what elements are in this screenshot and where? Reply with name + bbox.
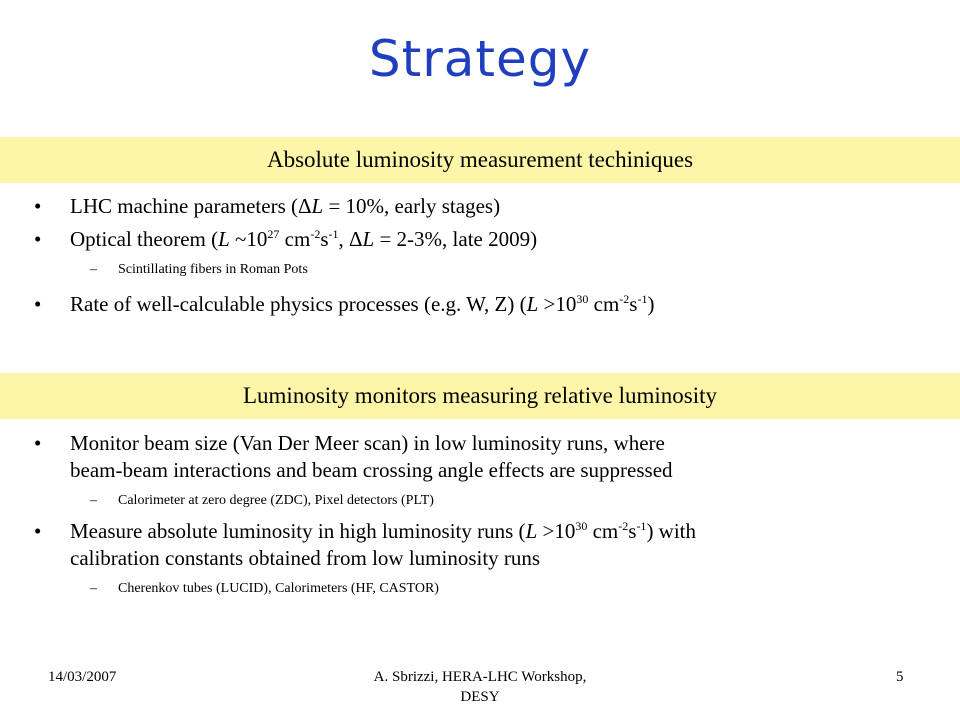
item-text: >10 <box>537 519 576 543</box>
section-heading-relative: Luminosity monitors measuring relative luminosity <box>0 373 960 419</box>
section-list-relative <box>28 430 928 600</box>
exponent: -2 <box>618 519 629 533</box>
slide-title: Strategy <box>368 30 592 88</box>
bullet-icon: • <box>34 194 42 218</box>
footer-author-line: A. Sbrizzi, HERA-LHC Workshop, <box>373 669 587 685</box>
footer-date: 14/03/2007 <box>48 669 117 685</box>
footer-author-line: DESY <box>460 689 500 705</box>
exponent: 27 <box>267 227 280 241</box>
list-item <box>28 193 928 220</box>
exponent: -2 <box>619 292 630 306</box>
item-text: s <box>629 292 638 316</box>
sub-item <box>28 259 928 281</box>
section-list-absolute <box>28 193 928 318</box>
symbol-L: L <box>362 227 375 251</box>
dash-icon: – <box>90 581 97 596</box>
item-text: s <box>320 227 329 251</box>
exponent: -2 <box>310 227 321 241</box>
bullet-icon: • <box>34 519 42 543</box>
item-text: Optical theorem ( <box>70 227 219 251</box>
item-text: LHC machine parameters ( <box>70 194 298 218</box>
exponent: -1 <box>636 519 647 533</box>
page-number: 5 <box>896 669 904 685</box>
list-item <box>28 291 928 318</box>
bullet-icon: • <box>34 431 42 455</box>
list-item <box>28 226 928 253</box>
item-text: calibration constants obtained from low luminosity runs <box>70 546 541 570</box>
item-text: Monitor beam size (Van Der Meer scan) in low luminosity runs, where <box>70 431 665 455</box>
item-text: s <box>628 519 637 543</box>
sub-item-text: Scintillating fibers in Roman Pots <box>118 262 308 277</box>
item-text: ~10 <box>229 227 268 251</box>
item-text: >10 <box>538 292 577 316</box>
footer-author <box>310 667 650 707</box>
sub-item <box>28 490 928 512</box>
symbol-L: L <box>218 227 230 251</box>
sub-item-text: Calorimeter at zero degree (ZDC), Pixel detectors (PLT) <box>118 493 434 508</box>
item-text: cm <box>279 227 311 251</box>
item-text: , <box>338 227 350 251</box>
symbol-L: L <box>525 519 538 543</box>
dash-icon: – <box>90 262 97 277</box>
section-heading-absolute: Absolute luminosity measurement techiniques <box>0 137 960 183</box>
item-text: Rate of well-calculable physics processes (e.g. W, Z) ( <box>70 292 527 316</box>
sub-item-text: Cherenkov tubes (LUCID), Calorimeters (HF, CASTOR) <box>118 581 439 596</box>
item-text: = 10%, early stages) <box>323 194 501 218</box>
exponent: 30 <box>576 292 589 306</box>
exponent: 30 <box>575 519 588 533</box>
item-text: ) with <box>646 519 697 543</box>
list-item <box>28 518 928 572</box>
exponent: -1 <box>637 292 648 306</box>
dash-icon: – <box>90 493 97 508</box>
item-text: Measure absolute luminosity in high luminosity runs ( <box>70 519 526 543</box>
item-text: cm <box>587 519 619 543</box>
list-item <box>28 430 928 484</box>
delta-symbol: Δ <box>349 227 363 251</box>
bullet-icon: • <box>34 292 42 316</box>
item-line <box>70 518 928 545</box>
symbol-L: L <box>311 194 324 218</box>
bullet-icon: • <box>34 227 42 251</box>
symbol-L: L <box>526 292 539 316</box>
item-text: beam-beam interactions and beam crossing angle effects are suppressed <box>70 458 673 482</box>
item-text: = 2-3%, late 2009) <box>374 227 538 251</box>
item-text: cm <box>588 292 620 316</box>
sub-item <box>28 578 928 600</box>
item-text: ) <box>647 292 655 316</box>
delta-symbol: Δ <box>298 194 312 218</box>
exponent: -1 <box>328 227 339 241</box>
